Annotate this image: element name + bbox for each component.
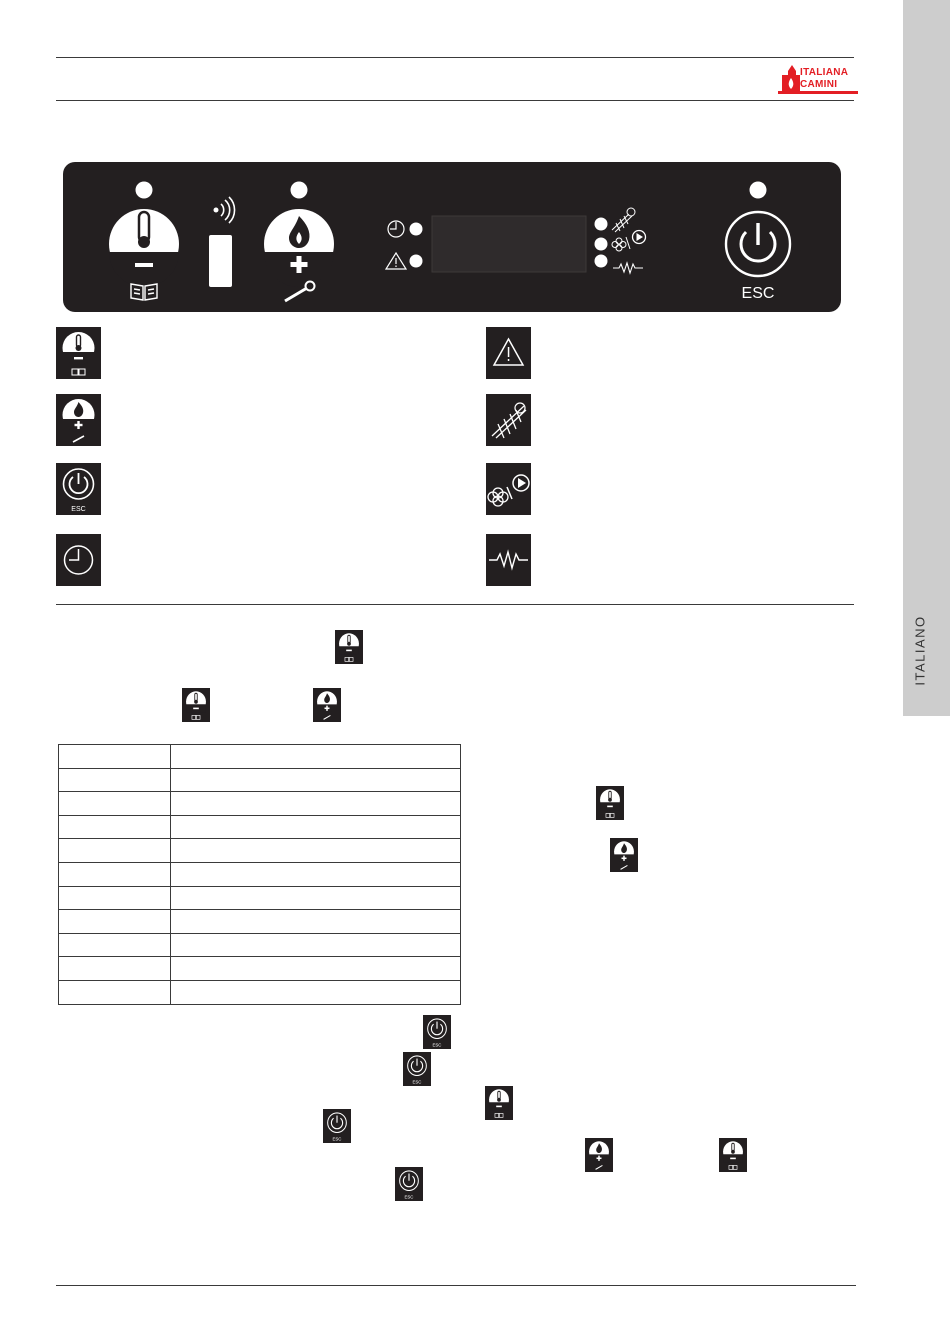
led-warning [410,255,423,268]
power-esc-button[interactable] [726,212,790,276]
thermometer-minus-button[interactable] [109,209,179,287]
led-thermo [136,182,153,199]
led-resistor [595,255,608,268]
led-power [750,182,767,199]
table-row [59,792,461,816]
table-row [59,745,461,769]
inline-flame-icon [313,688,341,722]
inline-power-icon [403,1052,431,1086]
inline-thermometer-icon [596,786,624,820]
inline-power-icon [423,1015,451,1049]
table-row [59,839,461,863]
language-side-tab [903,0,950,716]
brand-line-1: ITALIANA [800,67,849,78]
inline-flame-icon [585,1138,613,1172]
flame-plus-button[interactable] [264,209,334,287]
pellet-indicator-icon [612,208,635,232]
led-pellet [595,218,608,231]
inline-thermometer-icon [182,688,210,722]
brand-wordmark [800,67,848,91]
led-flame [291,182,308,199]
display-screen [432,216,586,272]
esc-label: ESC [741,285,775,302]
warning-indicator-icon [386,253,406,269]
legend-thermometer-icon [56,327,101,379]
led-clock [410,223,423,236]
legend-warning-icon [486,327,531,379]
parameter-table [58,744,461,1005]
brand-line-2: CAMINI [800,79,838,90]
legend-power-icon [56,463,101,515]
legend-pellet-icon [486,394,531,446]
table-row [59,957,461,981]
header-rule-top [56,57,854,58]
table-row [59,862,461,886]
fan-auger-indicator-icon [612,231,646,252]
inline-thermometer-icon [719,1138,747,1172]
table-row [59,980,461,1004]
clock-indicator-icon [388,221,404,237]
resistor-indicator-icon [613,263,643,273]
legend-flame-icon [56,394,101,446]
legend-fan-icon [486,463,531,515]
section-rule [56,604,854,605]
legend-resistor-icon [486,534,531,586]
inline-power-icon [395,1167,423,1201]
legend-clock-icon [56,534,101,586]
language-side-label: ITALIANO [912,614,928,686]
inline-thermometer-icon [335,630,363,664]
ir-receiver-window [209,235,232,287]
wifi-receiver-icon [214,197,235,223]
header-rule-bottom [56,100,854,101]
table-row [59,815,461,839]
inline-flame-icon [610,838,638,872]
led-fan [595,238,608,251]
control-panel [63,162,841,312]
table-row [59,933,461,957]
table-row [59,886,461,910]
table-row [59,768,461,792]
inline-power-icon [323,1109,351,1143]
inline-thermometer-icon [485,1086,513,1120]
table-row [59,910,461,934]
footer-rule [56,1285,856,1286]
